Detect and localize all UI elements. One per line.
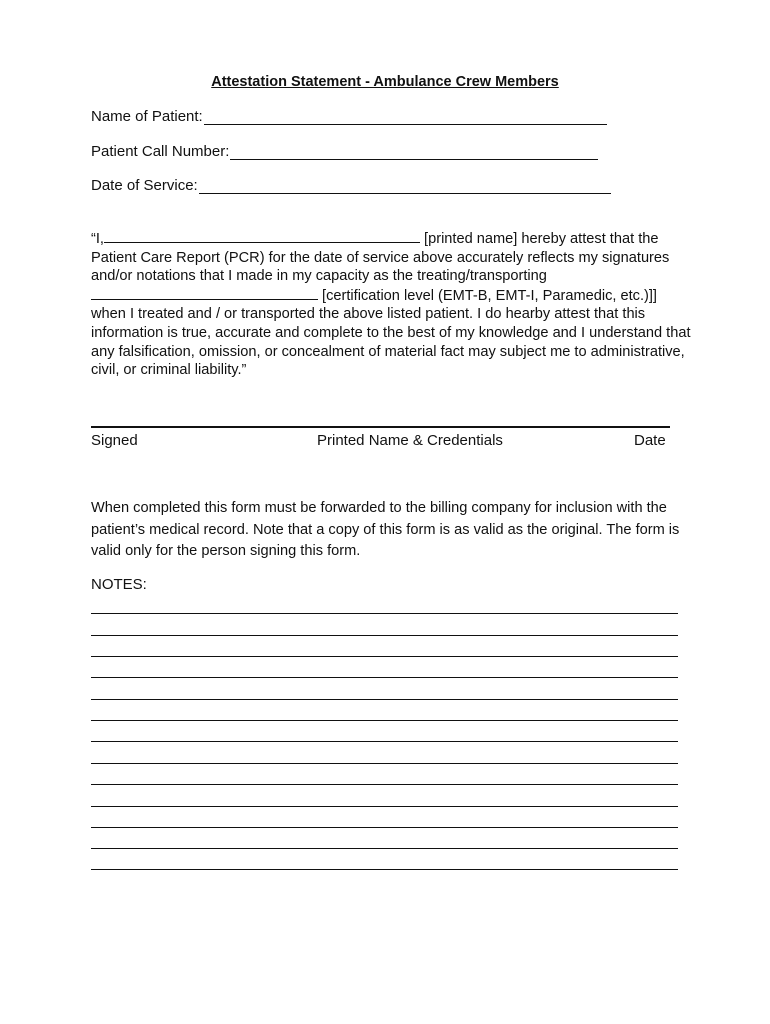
notes-line[interactable]: [91, 763, 678, 764]
notes-line[interactable]: [91, 806, 678, 807]
notes-line[interactable]: [91, 677, 678, 678]
date-of-service-field[interactable]: [91, 177, 611, 194]
notes-line[interactable]: [91, 656, 678, 657]
call-number-field[interactable]: [91, 143, 598, 160]
certification-level-blank[interactable]: [91, 286, 318, 300]
statement-open: “I,: [91, 231, 104, 247]
printed-name-blank[interactable]: [104, 229, 420, 243]
date-label: Date: [634, 432, 666, 449]
call-number-blank[interactable]: [230, 146, 598, 160]
date-of-service-label: Date of Service:: [91, 177, 198, 194]
attestation-statement: [91, 229, 691, 380]
statement-after-cert: [certification level (EMT-B, EMT-I, Paramedic, etc.)]] when I treated and / or transported the above listed patient. I do hearby attest that this information is true, accurate and complete to the best of my knowledge and I understand that any falsification, omission, or concealment of material fact may subject me to administrative, civil, or criminal liability.”: [91, 287, 691, 379]
notes-label: NOTES:: [91, 576, 147, 593]
notes-line[interactable]: [91, 613, 678, 614]
signed-label: Signed: [91, 432, 138, 449]
notes-line[interactable]: [91, 869, 678, 870]
form-title: Attestation Statement - Ambulance Crew Members: [211, 74, 559, 90]
notes-line[interactable]: [91, 784, 678, 785]
notes-line[interactable]: [91, 720, 678, 721]
notes-line[interactable]: [91, 848, 678, 849]
statement-after-name: [printed name] hereby attest that the Patient Care Report (PCR) for the date of service above accurately reflects my signatures and/or notations that I made in my capacity as the treating/transporting: [91, 231, 670, 285]
closing-instructions: When completed this form must be forwarded to the billing company for inclusion with the patient’s medical record. Note that a copy of this form is as valid as the original. The form is valid only for the person signing this form.: [91, 500, 680, 559]
patient-name-label: Name of Patient:: [91, 108, 203, 125]
patient-name-field[interactable]: [91, 108, 607, 125]
notes-line[interactable]: [91, 699, 678, 700]
date-of-service-blank[interactable]: [199, 180, 611, 194]
notes-line[interactable]: [91, 741, 678, 742]
printed-name-credentials-label: Printed Name & Credentials: [317, 432, 503, 449]
notes-line[interactable]: [91, 827, 678, 828]
notes-line[interactable]: [91, 635, 678, 636]
signature-line[interactable]: [91, 426, 670, 428]
call-number-label: Patient Call Number:: [91, 143, 230, 160]
patient-name-blank[interactable]: [204, 111, 607, 125]
